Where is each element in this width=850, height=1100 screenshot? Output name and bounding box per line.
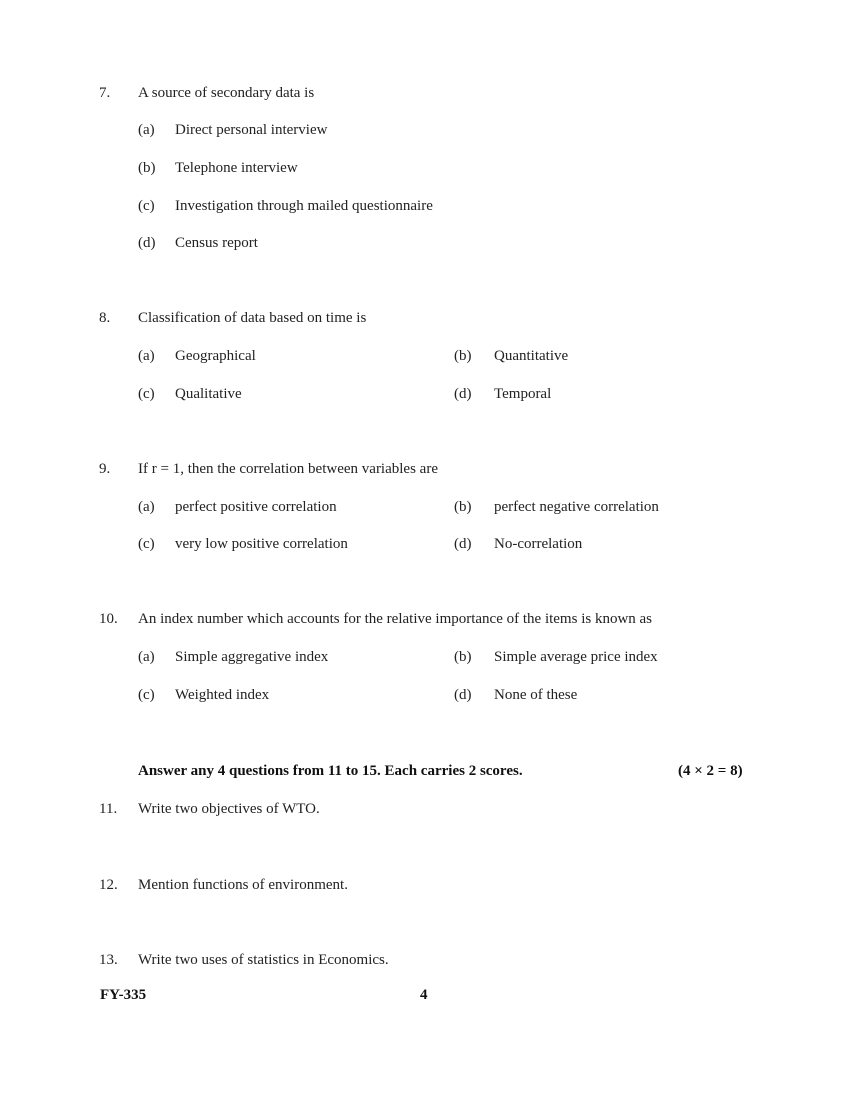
option-label: (a)	[138, 122, 155, 138]
option-text: None of these	[494, 687, 578, 703]
question-stem: Classification of data based on time is	[138, 310, 367, 326]
option-label: (d)	[454, 687, 472, 703]
option-label: (b)	[454, 348, 472, 364]
question-number: 11.	[99, 801, 118, 817]
option-label: (b)	[138, 160, 156, 176]
option-text: Simple average price index	[494, 649, 658, 665]
section-instruction: Answer any 4 questions from 11 to 15. Each carries 2 scores.	[138, 763, 523, 779]
section-marks: (4 × 2 = 8)	[678, 763, 743, 779]
question-stem: Write two uses of statistics in Economics.	[138, 952, 389, 968]
question-number: 10.	[99, 611, 118, 627]
page-number: 4	[420, 987, 428, 1003]
option-text: perfect negative correlation	[494, 499, 659, 515]
question-stem: If r = 1, then the correlation between variables are	[138, 461, 438, 477]
option-text: Census report	[175, 235, 258, 251]
option-text: very low positive correlation	[175, 536, 348, 552]
question-number: 12.	[99, 877, 118, 893]
option-text: Weighted index	[175, 687, 270, 703]
option-text: Quantitative	[494, 348, 569, 364]
option-label: (a)	[138, 499, 155, 515]
option-label: (d)	[454, 386, 472, 402]
option-text: Temporal	[494, 386, 552, 402]
paper-code: FY-335	[100, 987, 147, 1003]
question-stem: A source of secondary data is	[138, 85, 315, 101]
option-label: (c)	[138, 386, 155, 402]
option-text: Investigation through mailed questionnaire	[175, 198, 433, 214]
question-number: 7.	[99, 85, 111, 101]
option-label: (d)	[454, 536, 472, 552]
option-text: perfect positive correlation	[175, 499, 337, 515]
option-label: (b)	[454, 649, 472, 665]
question-number: 13.	[99, 952, 118, 968]
option-text: Telephone interview	[175, 160, 298, 176]
option-label: (c)	[138, 198, 155, 214]
question-number: 8.	[99, 310, 111, 326]
option-label: (b)	[454, 499, 472, 515]
question-stem: An index number which accounts for the relative importance of the items is known as	[138, 611, 653, 627]
option-label: (a)	[138, 348, 155, 364]
question-stem: Mention functions of environment.	[138, 877, 348, 893]
option-text: Direct personal interview	[175, 122, 328, 138]
question-number: 9.	[99, 461, 111, 477]
option-text: Geographical	[175, 348, 256, 364]
option-label: (a)	[138, 649, 155, 665]
option-label: (d)	[138, 235, 156, 251]
question-stem: Write two objectives of WTO.	[138, 801, 320, 817]
option-text: Simple aggregative index	[175, 649, 329, 665]
option-label: (c)	[138, 536, 155, 552]
option-text: Qualitative	[175, 386, 242, 402]
option-text: No-correlation	[494, 536, 583, 552]
option-label: (c)	[138, 687, 155, 703]
